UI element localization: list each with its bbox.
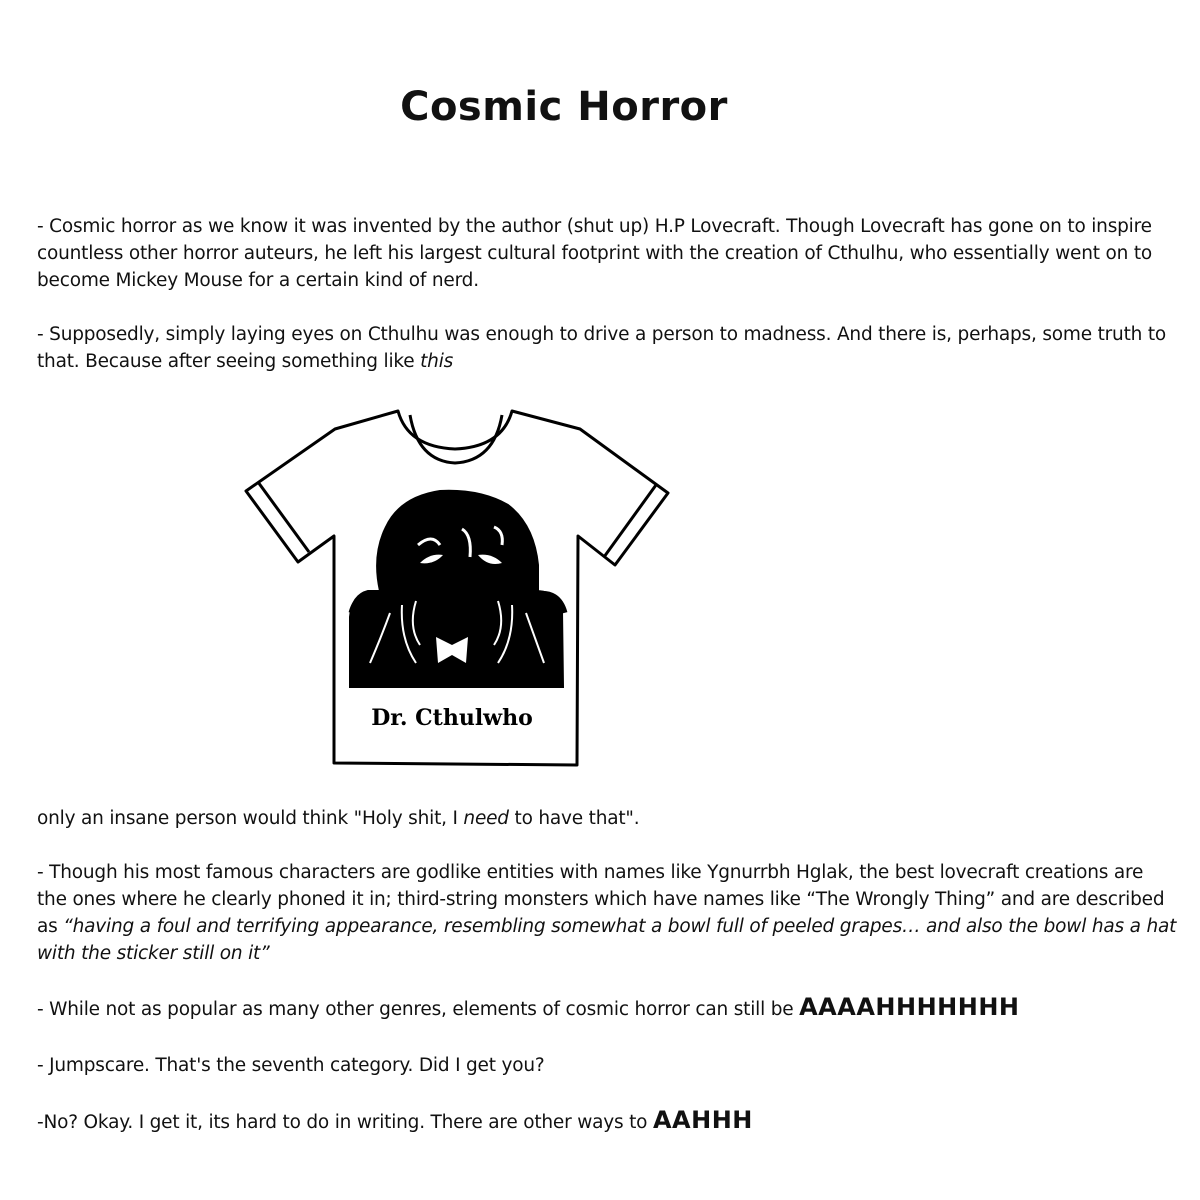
paragraph-popularity bbox=[37, 994, 1177, 1023]
emphasis-quote: “having a foul and terrifying appearance, resembling somewhat a bowl full of peeled grapes… and also the bowl has a hat with the sticker still on it” bbox=[37, 916, 1177, 964]
page-title: Cosmic Horror bbox=[400, 84, 728, 130]
shout-aaaahhhhhhh: AAAAHHHHHHH bbox=[799, 993, 1020, 1021]
shirt-caption: Dr. Cthulwho bbox=[371, 705, 533, 731]
emphasis-need: need bbox=[463, 808, 509, 829]
paragraph-madness bbox=[37, 321, 1177, 375]
paragraph-insane-after: to have that". bbox=[508, 808, 640, 829]
paragraph-insane-before: only an insane person would think "Holy shit, I bbox=[37, 808, 464, 829]
tshirt-illustration bbox=[240, 405, 680, 770]
paragraph-popularity-text: - While not as popular as many other genres, elements of cosmic horror can still be bbox=[37, 999, 800, 1020]
paragraph-creations-text: - Though his most famous characters are godlike entities with names like Ygnurrbh Hglak, the best lovecraft creations are the ones where he clearly phoned it in; third-string monsters which have names like “The Wrongly Thing” and are described as bbox=[37, 862, 1165, 937]
paragraph-other-ways-text: -No? Okay. I get it, its hard to do in writing. There are other ways to bbox=[37, 1112, 653, 1133]
paragraph-madness-text: - Supposedly, simply laying eyes on Cthulhu was enough to drive a person to madness. And there is, perhaps, some truth to that. Because after seeing something like bbox=[37, 324, 1166, 372]
emphasis-this: this bbox=[420, 351, 454, 372]
paragraph-insane bbox=[37, 805, 1177, 832]
paragraph-intro: - Cosmic horror as we know it was invented by the author (shut up) H.P Lovecraft. Though Lovecraft has gone on to inspire countless other horror auteurs, he left his largest cultural footprint with the creation of Cthulhu, who essentially went on to become Mickey Mouse for a certain kind of nerd. bbox=[37, 216, 1152, 291]
paragraph-jumpscare: - Jumpscare. That's the seventh category. Did I get you? bbox=[37, 1055, 545, 1076]
paragraph-creations bbox=[37, 859, 1177, 967]
shout-aahhh: AAHHH bbox=[652, 1106, 753, 1134]
paragraph-other-ways bbox=[37, 1107, 1177, 1136]
